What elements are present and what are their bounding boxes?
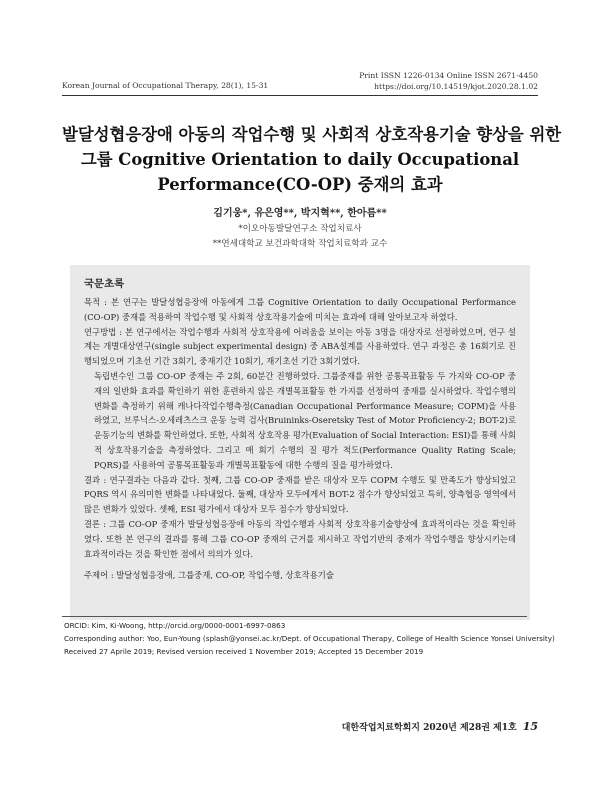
footnote-received: Received 27 Aprile 2019; Revised version received 1 November 2019; Accepted 15 December 2019	[64, 647, 424, 656]
doi-link[interactable]: https://doi.org/10.14519/kjot.2020.28.1.02	[374, 82, 538, 91]
abstract-methods: 연구방법 : 본 연구에서는 작업수행과 사회적 상호작용에 어려움을 보이는 아동 3명을 대상자로 선정하였으며, 연구 설계는 개별대상연구(single subject experimental design) 중 ABA설계를 사용하였다. 연구 과정은 총 16회기로 진행되었으며 기초선 기간 3회기, 중재기간 10회기, 재기초선 기간 3회기였다.	[84, 326, 516, 367]
abstract-keywords: 주제어 : 발달성협응장애, 그룹중재, CO-OP, 작업수행, 상호작용기술	[84, 570, 334, 581]
affiliation-1: *이오아동발달연구소 작업치료사	[238, 224, 362, 234]
paper-title	[62, 122, 562, 197]
abstract-conclusion: 결론 : 그룹 CO-OP 중재가 발달성협응장애 아동의 작업수행과 사회적 상호작용기술향상에 효과적이라는 것을 확인하였다. 또한 본 연구의 결과를 통해 그룹 CO-OP 중재의 근거를 제시하고 작업기반의 중재가 작업수행을 향상시키는데 효과적이라는 것을 확인한 점에서 의의가 있다.	[84, 518, 516, 559]
journal-footer-text: 대한작업치료학회지 2020년 제28권 제1호	[341, 723, 517, 733]
footnote-corresponding: Corresponding author: Yoo, Eun-Young (splash@yonsei.ac.kr/Dept. of Occupational Therapy, College of Health Science Yonsei University)	[64, 634, 555, 643]
header-rule	[62, 95, 538, 96]
title-line-2: 그룹 Cognitive Orientation to daily Occupational	[80, 150, 520, 169]
issn-text: Print ISSN 1226-0134 Online ISSN 2671-4450	[359, 71, 538, 80]
abstract-results: 결과 : 연구결과는 다음과 같다. 첫째, 그룹 CO-OP 중재를 받은 대상자 모두 COPM 수행도 및 만족도가 향상되었고 PQRS 역시 유의미한 변화를 나타내었다. 둘째, 대상자 모두에게서 BOT-2 점수가 향상되었고 특히, 양측협응 영역에서 많은 변화가 있었다. 셋째, ESI 평가에서 대상자 모두 점수가 향상되었다.	[84, 474, 516, 515]
author-list: 김기웅*, 유은영**, 박지혁**, 한아름**	[213, 208, 387, 219]
title-line-3: Performance(CO-OP) 중재의 효과	[157, 175, 443, 194]
affiliation-2: **연세대학교 보건과학대학 작업치료학과 교수	[212, 239, 388, 249]
footnote-orcid: ORCID: Kim, Ki-Woong, http://orcid.org/0000-0001-6997-0863	[64, 621, 286, 630]
title-line-1: 발달성협응장애 아동의 작업수행 및 사회적 상호작용기술 향상을 위한	[62, 125, 562, 144]
abstract-methods-detail: 독립변수인 그룹 CO-OP 중재는 주 2회, 60분간 진행하였다. 그룹중재를 위한 공통목표활동 두 가지와 CO-OP 중재의 일반화 효과를 확인하기 위한 훈련하지 않은 개별목표활동 한 가지를 선정하여 중재를 실시하였다. 작업수행의 변화를 측정하기 위해 캐나다작업수행측정(Canadian Occupational Performance Measure; COPM)을 사용 하였고, 브루닉스-오세레츠스크 운동 능력 검사(Bruininks-Oseretsky Test of Motor Proficiency-2; BOT-2)로 운동기능의 변화를 확인하였다. 또한, 사회적 상호작용 평가(Evaluation of Social Interaction: ESI)를 통해 사회적 상호작용기술을 측정하였다. 그리고 매 회기 수행의 질 평가 척도(Performance Quality Rating Scale; PQRS)를 사용하여 공통목표활동과 개별목표활동에 대한 수행의 질을 평가하였다.	[94, 370, 516, 470]
page-number: 15	[522, 720, 538, 733]
abstract-heading: 국문초록	[84, 278, 125, 290]
abstract-objective: 목적 : 본 연구는 발달성협응장애 아동에게 그룹 Cognitive Orientation to daily Occupational Performance (CO-OP) 중재를 적용하여 작업수행 및 사회적 상호작용기술에 미치는 효과에 대해 알아보고자 하였다.	[84, 297, 516, 322]
abstract-box	[70, 265, 530, 620]
journal-footer	[342, 720, 538, 733]
header-right	[359, 70, 538, 92]
footnote-rule	[62, 616, 527, 617]
journal-citation: Korean Journal of Occupational Therapy, 28(1), 15-31	[62, 81, 269, 90]
